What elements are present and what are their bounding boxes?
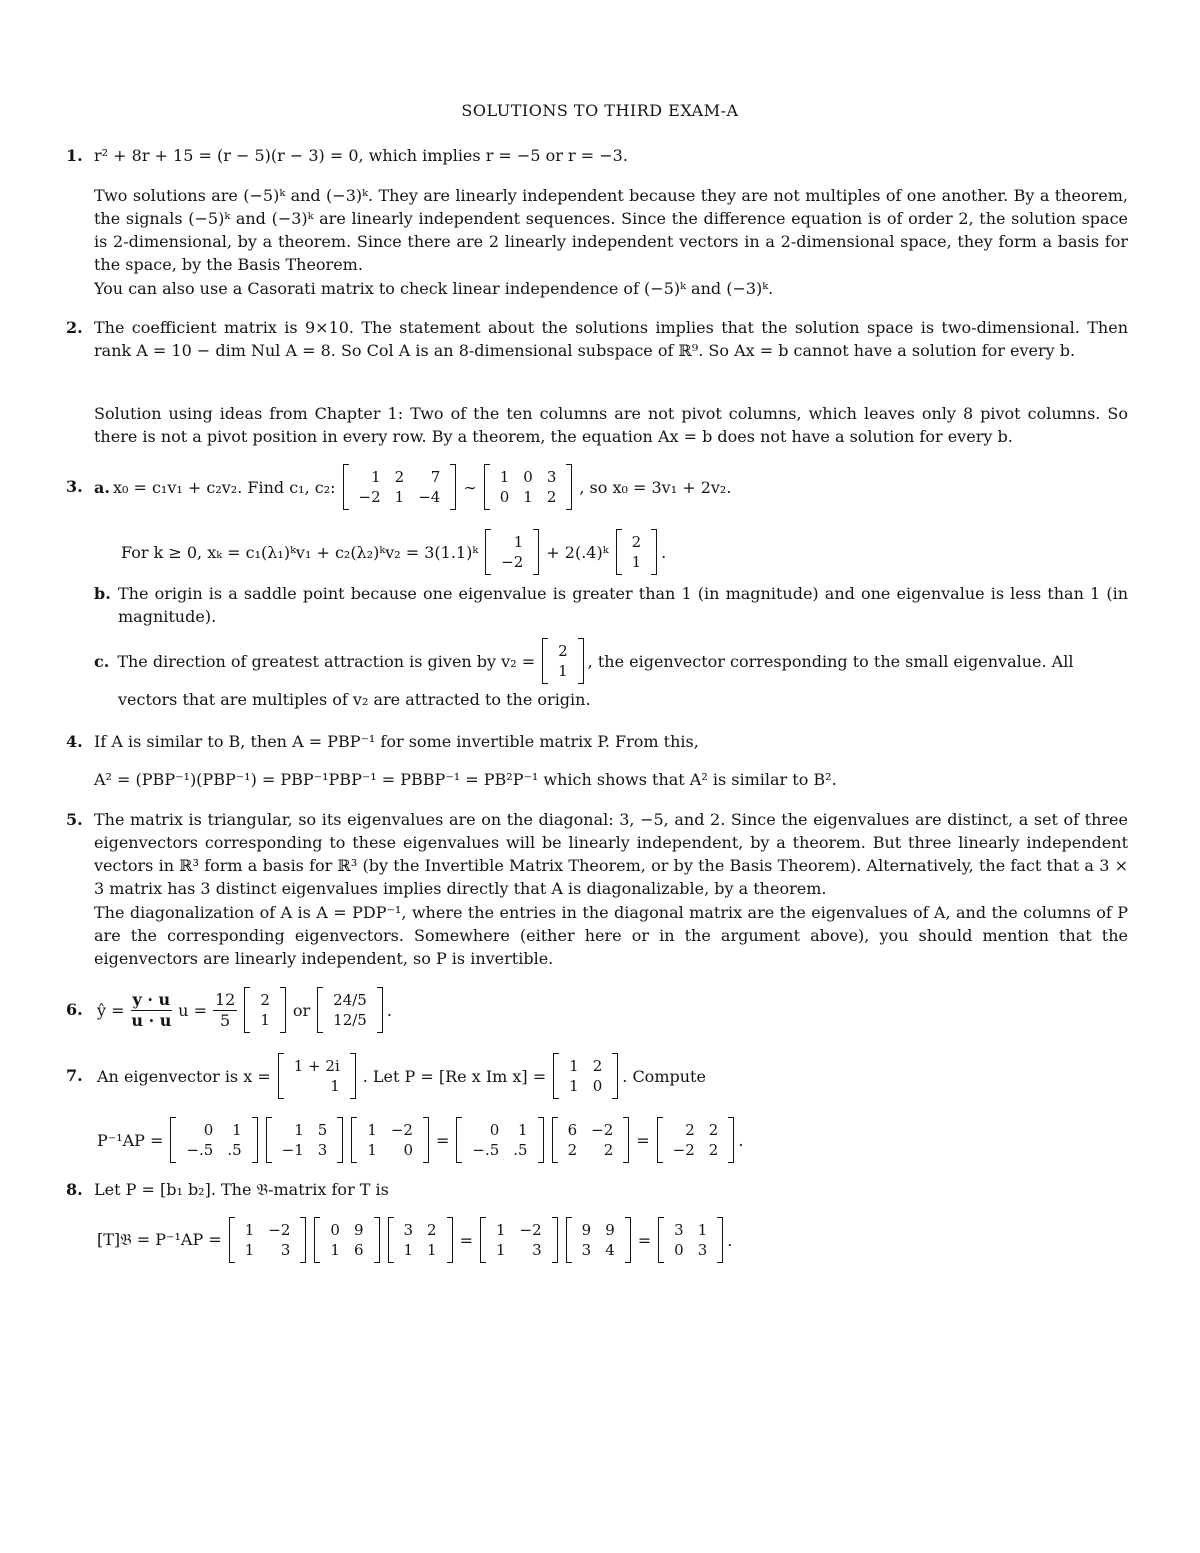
matrix-entry: 3 xyxy=(674,1221,684,1239)
problem-3c-text-end: vectors that are multiples of v₂ are attracted to the origin. xyxy=(118,690,591,709)
p8-matrix-3 xyxy=(388,1217,453,1263)
problem-7-computation xyxy=(94,1113,743,1167)
problem-7-compute: . Compute xyxy=(622,1066,706,1086)
equals-1: = xyxy=(435,1130,450,1150)
matrix-entry: 1 xyxy=(330,1077,340,1095)
problem-3a-text: x₀ = c₁v₁ + c₂v₂. Find c₁, c₂: xyxy=(112,477,336,497)
page-title: SOLUTIONS TO THIRD EXAM-A xyxy=(461,101,739,120)
matrix-row xyxy=(562,1076,609,1096)
matrix-row xyxy=(666,1140,726,1160)
matrix-row xyxy=(625,532,649,552)
problem-1-explanation: Two solutions are (−5)ᵏ and (−3)ᵏ. They are linearly independent because they are not multiples of one another. By a theorem, the signals (−5)ᵏ and (−3)ᵏ are linearly independent sequences. Since the difference equation is of order 2, the solution space is 2-dimensional, by a theorem. Since there are 2 linearly independent vectors in a 2-dimensional space, they form a basis for the space, by the Basis Theorem. xyxy=(94,186,1128,274)
matrix-row xyxy=(253,990,277,1010)
problem-3c-text-cont: , the eigenvector corresponding to the small eigenvalue. All xyxy=(587,651,1074,671)
matrix-p-inverse xyxy=(170,1117,257,1163)
matrix-entry: .5 xyxy=(513,1141,528,1159)
matrix-entry: 1 + 2i xyxy=(293,1057,340,1075)
matrix-entry: 1 xyxy=(558,662,568,680)
matrix-entry: 1 xyxy=(367,1121,377,1139)
matrix-row xyxy=(360,1120,420,1140)
matrix-row xyxy=(489,1240,549,1260)
matrix-row xyxy=(494,532,530,552)
problem-4-text: If A is similar to B, then A = PBP⁻¹ for some invertible matrix P. From this, xyxy=(94,732,699,751)
matrix-entry: 1 xyxy=(294,1121,304,1139)
complex-eigenvector xyxy=(278,1053,356,1099)
matrix-row xyxy=(323,1240,370,1260)
matrix-entry: 2 xyxy=(567,1141,578,1159)
matrix-entry: 0 xyxy=(499,488,510,506)
matrix-entry: 0 xyxy=(203,1121,214,1139)
matrix-entry: 0 xyxy=(489,1121,500,1139)
problem-2-number: 2. xyxy=(66,318,83,337)
matrix-row xyxy=(326,990,374,1010)
matrix-entry: 2 xyxy=(685,1121,695,1139)
matrix-entry: −2 xyxy=(358,488,381,506)
p8-equals-2: = xyxy=(637,1230,652,1250)
problem-8-period: . xyxy=(727,1230,733,1250)
matrix-row xyxy=(465,1120,534,1140)
problem-4-number: 4. xyxy=(66,732,83,751)
matrix-entry: 1 xyxy=(394,488,405,506)
matrix-entry: −2 xyxy=(672,1141,695,1159)
matrix-entry: 1 xyxy=(367,1141,377,1159)
problem-8-text: Let P = [b₁ b₂]. The 𝔅-matrix for T is xyxy=(94,1180,389,1199)
problem-3b-text: The origin is a saddle point because one eigenvalue is greater than 1 (in magnitude) and one eigenvalue is less than 1 (in magnitude). xyxy=(118,584,1128,626)
matrix-entry: 1 xyxy=(569,1057,579,1075)
matrix-row xyxy=(666,1120,726,1140)
matrix-row xyxy=(287,1056,347,1076)
matrix-entry: 7 xyxy=(430,468,441,486)
matrix-entry: 2 xyxy=(708,1121,719,1139)
matrix-entry: 9 xyxy=(353,1221,364,1239)
matrix-row xyxy=(179,1140,248,1160)
problem-3b-label: b. xyxy=(94,584,111,603)
problem-7-period: . xyxy=(738,1130,744,1150)
matrix-row xyxy=(397,1220,444,1240)
problem-5-diagonalization: The diagonalization of A is A = PDP⁻¹, where the entries in the diagonal matrix are the eigenvalues of A, and the columns of P are the corresponding eigenvectors. Somewhere (either here or in the argument above), you should mention that the eigenvectors are linearly independent, so P is invertible. xyxy=(94,903,1128,968)
problem-2-solution: The coefficient matrix is 9×10. The statement about the solutions implies that the solution space is two-dimensional. Then rank A = 10 − dim Nul A = 8. So Col A is an 8-dimensional subspace of ℝ⁹. So Ax = b cannot have a solution for every b. xyxy=(94,318,1128,360)
matrix-row xyxy=(667,1220,714,1240)
matrix-row xyxy=(323,1220,370,1240)
problem-4-derivation: A² = (PBP⁻¹)(PBP⁻¹) = PBP⁻¹PBP⁻¹ = PBBP⁻¹ = PB²P⁻¹ which shows that A² is similar to B². xyxy=(94,770,837,789)
matrix-entry: 0 xyxy=(674,1241,684,1259)
matrix-entry: 1 xyxy=(496,1241,506,1259)
row-equivalent-symbol: ∼ xyxy=(463,477,477,497)
matrix-entry: −2 xyxy=(268,1221,291,1239)
fraction-denominator: u · u xyxy=(131,1010,172,1030)
matrix-entry: 2 xyxy=(546,488,557,506)
problem-3a-label: a. xyxy=(94,477,110,497)
matrix-row xyxy=(275,1140,335,1160)
matrix-entry: 2 xyxy=(427,1221,437,1239)
problem-3-number: 3. xyxy=(66,477,83,496)
matrix-entry: −2 xyxy=(390,1121,413,1139)
problem-1-number: 1. xyxy=(66,146,83,165)
problem-3a-augmented-matrix xyxy=(343,464,457,510)
vector-u xyxy=(244,987,286,1033)
problem-6-number: 6. xyxy=(66,1000,83,1019)
matrix-row xyxy=(326,1010,374,1030)
matrix-row xyxy=(561,1140,621,1160)
matrix-entry: 3 xyxy=(697,1241,708,1259)
problem-7-text: An eigenvector is x = xyxy=(97,1066,271,1086)
vector-v2 xyxy=(616,529,658,575)
matrix-entry: 9 xyxy=(605,1221,615,1239)
problem-3a-formula-term2: + 2(.4)ᵏ xyxy=(546,542,609,562)
matrix-row xyxy=(575,1240,622,1260)
matrix-entry: 5 xyxy=(317,1121,328,1139)
problem-8-computation xyxy=(94,1213,732,1267)
matrix-entry: 3 xyxy=(581,1241,592,1259)
problem-6-row xyxy=(94,983,392,1037)
matrix-entry: 2 xyxy=(260,991,270,1009)
matrix-row xyxy=(397,1240,444,1260)
matrix-row xyxy=(238,1240,298,1260)
matrix-a xyxy=(266,1117,344,1163)
matrix-entry: 1 xyxy=(631,553,642,571)
p8-matrix-5 xyxy=(566,1217,631,1263)
projection-result-vector xyxy=(317,987,383,1033)
matrix-entry: 24/5 xyxy=(333,991,367,1009)
matrix-entry: −1 xyxy=(281,1141,304,1159)
scalar-denominator: 5 xyxy=(220,1010,231,1030)
matrix-entry: −2 xyxy=(519,1221,542,1239)
problem-3a-general-solution xyxy=(118,525,666,579)
matrix-entry: 1 xyxy=(403,1241,414,1259)
matrix-row xyxy=(493,487,564,507)
matrix-entry: 3 xyxy=(546,468,557,486)
problem-3a-period: . xyxy=(661,542,667,562)
scalar-numerator: 12 xyxy=(214,989,236,1009)
problem-6-period: . xyxy=(386,1000,392,1020)
matrix-p xyxy=(553,1053,618,1099)
or-word: or xyxy=(292,1000,311,1020)
problem-1-equation: r² + 8r + 15 = (r − 5)(r − 3) = 0, which implies r = −5 or r = −3. xyxy=(94,146,628,165)
matrix-entry: 1 xyxy=(496,1221,506,1239)
problem-8-number: 8. xyxy=(66,1180,83,1199)
problem-2-alt-solution: Solution using ideas from Chapter 1: Two of the ten columns are not pivot columns, which leaves only 8 pivot columns. So there is not a pivot position in every row. By a theorem, the equation Ax = b does not have a solution for every b. xyxy=(94,404,1128,446)
matrix-ap xyxy=(552,1117,630,1163)
problem-3a-reduced-matrix xyxy=(484,464,573,510)
matrix-p-inverse-2 xyxy=(456,1117,543,1163)
scalar-fraction xyxy=(213,990,237,1031)
matrix-row xyxy=(287,1076,347,1096)
matrix-entry: 3 xyxy=(532,1241,542,1259)
matrix-entry: 1 xyxy=(523,488,533,506)
matrix-entry: 0 xyxy=(403,1141,413,1159)
matrix-entry: −.5 xyxy=(186,1141,214,1159)
matrix-entry: 9 xyxy=(581,1221,592,1239)
matrix-entry: −.5 xyxy=(472,1141,500,1159)
problem-1-note: You can also use a Casorati matrix to check linear independence of (−5)ᵏ and (−3)ᵏ. xyxy=(94,279,774,298)
matrix-result xyxy=(657,1117,735,1163)
problem-8-lhs: [T]𝔅 = P⁻¹AP = xyxy=(97,1230,222,1249)
matrix-entry: 1 xyxy=(244,1221,255,1239)
matrix-entry: 1 xyxy=(371,468,381,486)
projection-symbol: ŷ = xyxy=(97,1000,125,1020)
problem-5-solution: The matrix is triangular, so its eigenvalues are on the diagonal: 3, −5, and 2. Since the eigenvalues are distinct, a set of three eigenvectors corresponding to these eigenvalues will be linearly independent, by a theorem. But three linearly independent vectors in ℝ³ form a basis for ℝ³ (by the Invertible Matrix Theorem, or by the Basis Theorem). Alternatively, the fact that a 3 × 3 matrix has 3 distinct eigenvalues implies directly that A is diagonalizable, by a theorem. xyxy=(94,810,1128,898)
matrix-p-2 xyxy=(351,1117,429,1163)
matrix-entry: −2 xyxy=(501,553,524,571)
matrix-row xyxy=(575,1220,622,1240)
matrix-row xyxy=(352,467,448,487)
problem-3c-label: c. xyxy=(94,651,110,671)
matrix-row xyxy=(561,1120,621,1140)
matrix-entry: 6 xyxy=(567,1121,578,1139)
p8-matrix-1 xyxy=(229,1217,307,1263)
problem-7-let: . Let P = [Re x Im x] = xyxy=(362,1066,547,1086)
equals-2: = xyxy=(636,1130,650,1150)
matrix-row xyxy=(465,1140,534,1160)
matrix-entry: 1 xyxy=(513,533,524,551)
matrix-entry: 1 xyxy=(697,1221,708,1239)
problem-3a-result: , so x₀ = 3v₁ + 2v₂. xyxy=(579,477,732,497)
p8-matrix-4 xyxy=(480,1217,558,1263)
matrix-entry: 2 xyxy=(558,642,568,660)
matrix-entry: 3 xyxy=(280,1241,291,1259)
matrix-entry: 2 xyxy=(708,1141,719,1159)
matrix-row xyxy=(253,1010,277,1030)
matrix-entry: 1 xyxy=(427,1241,437,1259)
matrix-row xyxy=(667,1240,714,1260)
matrix-entry: 3 xyxy=(317,1141,328,1159)
projection-fraction xyxy=(131,990,173,1031)
problem-7-row xyxy=(94,1049,706,1103)
problem-3a-row xyxy=(94,460,734,514)
matrix-row xyxy=(489,1220,549,1240)
matrix-entry: 2 xyxy=(603,1141,614,1159)
matrix-entry: 1 xyxy=(244,1241,255,1259)
matrix-entry: 1 xyxy=(518,1121,528,1139)
matrix-row xyxy=(625,552,649,572)
matrix-row xyxy=(275,1120,335,1140)
p8-equals-1: = xyxy=(459,1230,473,1250)
matrix-row xyxy=(562,1056,609,1076)
p8-matrix-2 xyxy=(314,1217,379,1263)
matrix-entry: .5 xyxy=(227,1141,242,1159)
matrix-entry: 1 xyxy=(330,1241,340,1259)
fraction-numerator: y · u xyxy=(132,989,171,1009)
problem-3c-text: The direction of greatest attraction is given by v₂ = xyxy=(117,651,536,671)
matrix-row xyxy=(238,1220,298,1240)
matrix-row xyxy=(179,1120,248,1140)
matrix-row xyxy=(360,1140,420,1160)
projection-mid: u = xyxy=(178,1000,207,1020)
matrix-entry: 1 xyxy=(569,1077,579,1095)
matrix-row xyxy=(352,487,448,507)
matrix-entry: 0 xyxy=(330,1221,340,1239)
matrix-row xyxy=(551,641,575,661)
matrix-entry: 3 xyxy=(403,1221,414,1239)
matrix-entry: 1 xyxy=(260,1011,270,1029)
problem-3c-row xyxy=(94,634,1128,688)
matrix-entry: 6 xyxy=(353,1241,364,1259)
problem-7-lhs: P⁻¹AP = xyxy=(97,1130,164,1150)
problem-3a-formula: For k ≥ 0, xₖ = c₁(λ₁)ᵏv₁ + c₂(λ₂)ᵏv₂ = 3(1.1)ᵏ xyxy=(121,542,479,562)
matrix-entry: 0 xyxy=(592,1077,603,1095)
vector-v1 xyxy=(485,529,539,575)
matrix-entry: 1 xyxy=(232,1121,242,1139)
matrix-entry: 2 xyxy=(592,1057,603,1075)
matrix-entry: −2 xyxy=(591,1121,614,1139)
problem-5-number: 5. xyxy=(66,810,83,829)
matrix-entry: 12/5 xyxy=(333,1011,367,1029)
matrix-entry: 4 xyxy=(605,1241,615,1259)
matrix-entry: 1 xyxy=(499,468,510,486)
matrix-row xyxy=(493,467,564,487)
matrix-entry: 0 xyxy=(523,468,533,486)
p8-matrix-result xyxy=(658,1217,723,1263)
matrix-entry: 2 xyxy=(631,533,642,551)
problem-7-number: 7. xyxy=(66,1066,83,1085)
matrix-entry: 2 xyxy=(394,468,405,486)
matrix-row xyxy=(551,661,575,681)
vector-v2-direction xyxy=(542,638,584,684)
matrix-entry: −4 xyxy=(418,488,441,506)
matrix-row xyxy=(494,552,530,572)
